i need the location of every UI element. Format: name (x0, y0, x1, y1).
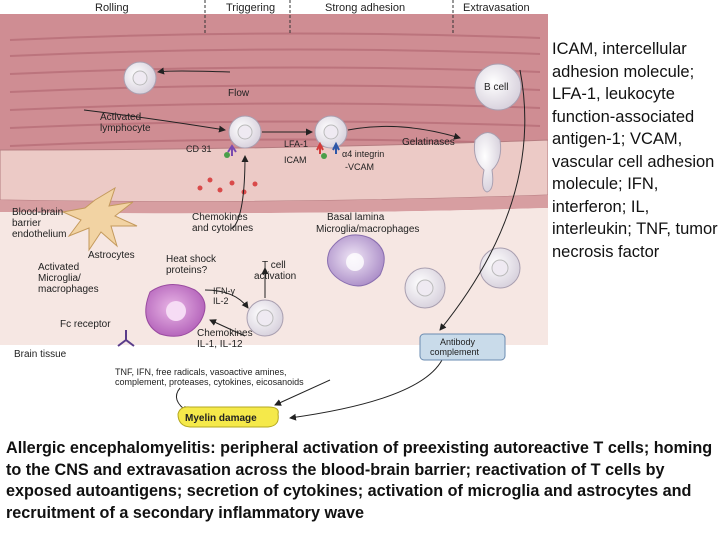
label-fc-receptor: Fc receptor (60, 319, 111, 330)
label-a4-integrin: α4 integrin (342, 149, 385, 159)
label-line: Chemokines (192, 212, 248, 223)
stage-strong-adhesion: Strong adhesion (325, 2, 406, 14)
label-chemokines-cytokines (192, 212, 253, 234)
label-line: IL-1, IL-12 (197, 339, 243, 350)
label-brain-tissue: Brain tissue (14, 349, 67, 360)
label-line: Activated (38, 262, 80, 273)
label-myelin-damage: Myelin damage (185, 413, 257, 424)
label-line: TNF, IFN, free radicals, vasoactive amines, (115, 367, 287, 377)
label-line: proteins? (166, 265, 208, 276)
label-line: endothelium (12, 229, 67, 240)
label-line: IL-2 (213, 296, 229, 306)
label-microglia-macrophages: Microglia/macrophages (316, 224, 420, 235)
label-line: Chemokines (197, 328, 253, 339)
label-cd31: CD 31 (186, 144, 212, 154)
label-line: and cytokines (192, 223, 254, 234)
label-vcam: -VCAM (345, 162, 374, 172)
label-line: Activated (100, 112, 142, 123)
label-line: IFN-γ (213, 286, 235, 296)
stage-extravasation: Extravasation (463, 2, 530, 14)
abbreviation-legend: ICAM, intercellular adhesion molecule; LFA-1, leukocyte function-associated antigen-1; VCAM, vascular cell adhesion molecule; IFN, interferon; IL, interleukin; TNF, tumor necrosis factor (552, 40, 718, 261)
label-line: barrier (12, 218, 41, 229)
label-line: macrophages (38, 284, 99, 295)
label-gelatinases: Gelatinases (402, 137, 455, 148)
label-line: lymphocyte (100, 123, 151, 134)
figure-caption: Allergic encephalomyelitis: peripheral activation of preexisting autoreactive T cells; homing to the CNS and extravasation across the blood-brain barrier; reactivation of T cells by exposed autoantigens; secretion of cytokines; activation of microglia and astrocytes and recruitment of a secondary inflammatory wave (6, 439, 713, 522)
label-line: activation (254, 271, 297, 282)
label-flow: Flow (228, 88, 250, 99)
label-line: T cell (262, 260, 286, 271)
label-line: Antibody (440, 337, 476, 347)
stage-triggering: Triggering (226, 2, 276, 14)
label-basal-lamina: Basal lamina (327, 212, 385, 223)
label-activated-lymphocyte (100, 112, 151, 134)
label-line: Blood-brain (12, 207, 64, 218)
label-b-cell: B cell (484, 82, 509, 93)
label-astrocytes: Astrocytes (88, 250, 135, 261)
label-line: Heat shock (166, 254, 217, 265)
label-line: complement, proteases, cytokines, eicosanoids (115, 377, 304, 387)
label-lfa1: LFA-1 (284, 139, 309, 149)
stage-rolling: Rolling (95, 2, 129, 14)
label-line: Microglia/ (38, 273, 81, 284)
label-mediators (115, 367, 304, 387)
label-line: complement (430, 347, 480, 357)
label-icam: ICAM (284, 155, 307, 165)
